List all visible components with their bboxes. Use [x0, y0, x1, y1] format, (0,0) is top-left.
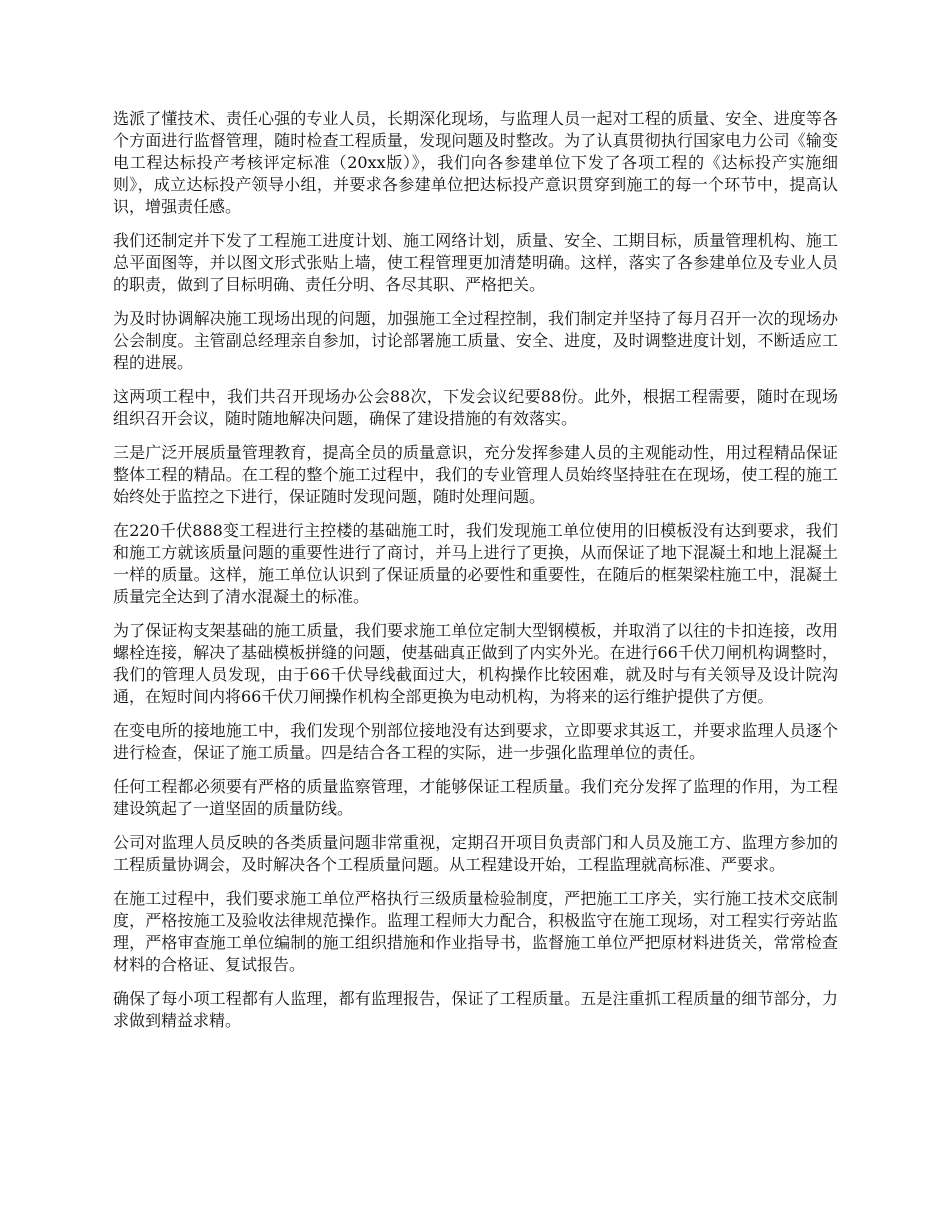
paragraph-9: 任何工程都必须要有严格的质量监察管理，才能够保证工程质量。我们充分发挥了监理的作用，为工程建设筑起了一道坚固的质量防线。 [113, 777, 838, 818]
paragraph-2: 我们还制定并下发了工程施工进度计划、施工网络计划，质量、安全、工期目标，质量管理机构、施工总平面图等，并以图文形式张贴上墙，使工程管理更加清楚明确。这样，落实了各参建单位及专业人员的职责，做到了目标明确、责任分明、各尽其职、严格把关。 [113, 231, 838, 294]
paragraph-6: 在220千伏888变工程进行主控楼的基础施工时，我们发现施工单位使用的旧模板没有达到要求，我们和施工方就该质量问题的重要性进行了商讨，并马上进行了更换，从而保证了地下混凝土和地上混凝土一样的质量。这样，施工单位认识到了保证质量的必要性和重要性，在随后的框架梁柱施工中，混凝土质量完全达到了清水混凝土的标准。 [113, 521, 838, 606]
paragraph-3: 为及时协调解决施工现场出现的问题，加强施工全过程控制，我们制定并坚持了每月召开一次的现场办公会制度。主管副总经理亲自参加，讨论部署施工质量、安全、进度，及时调整进度计划，不断适应工程的进展。 [113, 309, 838, 372]
paragraph-12: 确保了每小项工程都有人监理，都有监理报告，保证了工程质量。五是注重抓工程质量的细节部分，力求做到精益求精。 [113, 989, 838, 1030]
document-body [113, 108, 838, 1044]
paragraph-8: 在变电所的接地施工中，我们发现个别部位接地没有达到要求，立即要求其返工，并要求监理人员逐个进行检查，保证了施工质量。四是结合各工程的实际，进一步强化监理单位的责任。 [113, 721, 838, 762]
paragraph-1: 选派了懂技术、责任心强的专业人员，长期深化现场，与监理人员一起对工程的质量、安全、进度等各个方面进行监督管理，随时检查工程质量，发现问题及时整改。为了认真贯彻执行国家电力公司《输变电工程达标投产考核评定标准（20xx版）》，我们向各参建单位下发了各项工程的《达标投产实施细则》，成立达标投产领导小组，并要求各参建单位把达标投产意识贯穿到施工的每一个环节中，提高认识，增强责任感。 [113, 109, 838, 216]
paragraph-5: 三是广泛开展质量管理教育，提高全员的质量意识，充分发挥参建人员的主观能动性，用过程精品保证整体工程的精品。在工程的整个施工过程中，我们的专业管理人员始终坚持驻在在现场，使工程的施工始终处于监控之下进行，保证随时发现问题，随时处理问题。 [113, 443, 838, 506]
paragraph-10: 公司对监理人员反映的各类质量问题非常重视，定期召开项目负责部门和人员及施工方、监理方参加的工程质量协调会，及时解决各个工程质量问题。从工程建设开始，工程监理就高标准、严要求。 [113, 833, 838, 874]
paragraph-7: 为了保证构支架基础的施工质量，我们要求施工单位定制大型钢模板，并取消了以往的卡扣连接，改用螺栓连接，解决了基础模板拼缝的问题，使基础真正做到了内实外光。在进行66千伏刀闸机构调整时，我们的管理人员发现，由于66千伏导线截面过大，机构操作比较困难，就及时与有关领导及设计院沟通，在短时间内将66千伏刀闸操作机构全部更换为电动机构，为将来的运行维护提供了方便。 [113, 621, 838, 706]
paragraph-4: 这两项工程中，我们共召开现场办公会88次，下发会议纪要88份。此外，根据工程需要，随时在现场组织召开会议，随时随地解决问题，确保了建设措施的有效落实。 [113, 387, 838, 428]
paragraph-11: 在施工过程中，我们要求施工单位严格执行三级质量检验制度，严把施工工序关，实行施工技术交底制度，严格按施工及验收法律规范操作。监理工程师大力配合，积极监守在施工现场，对工程实行旁站监理，严格审查施工单位编制的施工组织措施和作业指导书，监督施工单位严把原材料进货关，常常检查材料的合格证、复试报告。 [113, 889, 838, 974]
